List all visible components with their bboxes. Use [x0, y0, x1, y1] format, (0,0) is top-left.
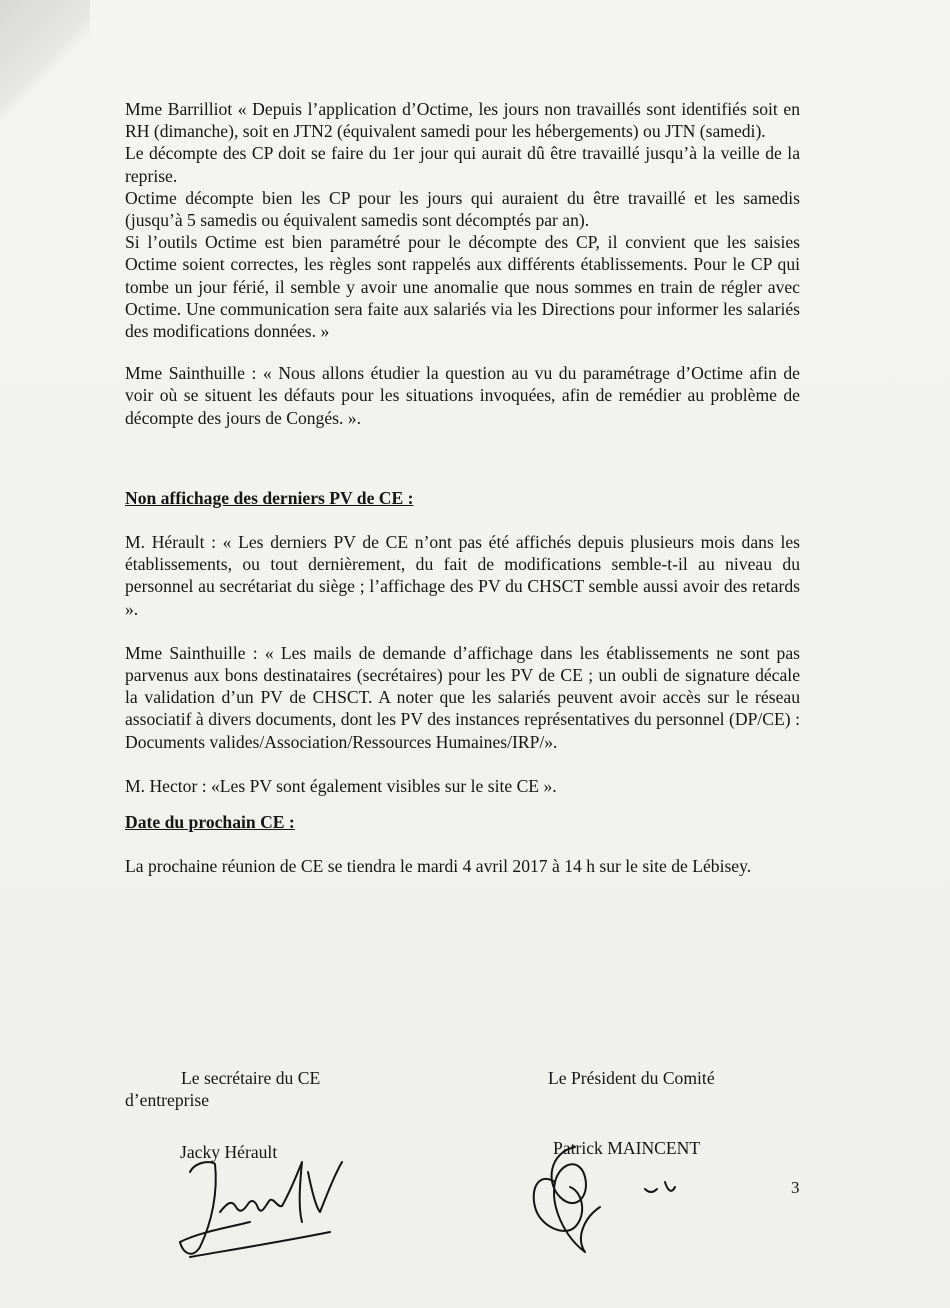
heading-date-prochain: Date du prochain CE :: [125, 812, 295, 833]
secretary-title-line1: Le secrétaire du CE: [181, 1068, 321, 1088]
signature-block: [125, 1067, 825, 1287]
paragraph-octime-decompte: Octime décompte bien les CP pour les jours qui auraient du être travaillé et les samedis (jusqu’à 5 samedis ou équivalent samedis sont décomptés par an).: [125, 187, 800, 231]
page-number: 3: [791, 1178, 800, 1197]
secretary-signature-icon: [170, 1152, 360, 1272]
secretary-name: Jacky Hérault: [180, 1142, 278, 1162]
page-fold-shadow: [0, 0, 90, 140]
paragraph-herault: M. Hérault : « Les derniers PV de CE n’ont pas été affichés depuis plusieurs mois dans les établissements, ou tout dernièrement, du fait de modifications semble-t-il au niveau du personnel au secrétariat du siège ; l’affichage des PV du CHSCT semble aussi avoir des retards ».: [125, 532, 800, 619]
paragraph-prochaine: La prochaine réunion de CE se tiendra le mardi 4 avril 2017 à 14 h sur le site de Lébisey.: [125, 856, 752, 877]
document-body: [125, 98, 800, 877]
secretary-title-line2: d’entreprise: [125, 1090, 210, 1110]
paragraph-outils: Si l’outils Octime est bien paramétré pour le décompte des CP, il convient que les saisies Octime soient correctes, les règles sont rappelés aux différents établissements. Pour le CP qui tombe un jour férié, il semble y avoir une anomalie que nous sommes en train de régler avec Octime. Une communication sera faite aux salariés via les Directions pour informer les salariés des modifications données. »: [125, 232, 800, 342]
president-signature-icon: [515, 1127, 705, 1267]
paragraph-hector: M. Hector : «Les PV sont également visibles sur le site CE ».: [125, 775, 557, 796]
paragraph-sainthuille-1: Mme Sainthuille : « Nous allons étudier la question au vu du paramétrage d’Octime afin de voir où se situent les défauts pour les situations invoquées, afin de remédier au problème de décompte des jours de Congés. ».: [125, 363, 800, 428]
president-name: Patrick MAINCENT: [553, 1138, 701, 1158]
paragraph-barrilliot: Mme Barrilliot « Depuis l’application d’Octime, les jours non travaillés sont identifiés soit en RH (dimanche), soit en JTN2 (équivalent samedi pour les hébergements) ou JTN (samedi).: [125, 99, 800, 142]
secretary-title: [125, 1067, 385, 1111]
president-title: Le Président du Comité: [548, 1068, 715, 1088]
paragraph-sainthuille-2: Mme Sainthuille : « Les mails de demande d’affichage dans les établissements ne sont pas parvenus aux bons destinataires (secrétaires) pour les PV de CE ; un oubli de signature décale la validation d’un PV de CHSCT. A noter que les salariés peuvent avoir accès sur le réseau associatif à divers documents, dont les PV des instances représentatives du personnel (DP/CE) : Documents valides/Association/Ressources Humaines/IRP/».: [125, 642, 800, 752]
heading-non-affichage: Non affichage des derniers PV de CE :: [125, 487, 414, 508]
paragraph-decompte: Le décompte des CP doit se faire du 1er jour qui aurait dû être travaillé jusqu’à la veille de la reprise.: [125, 143, 800, 186]
